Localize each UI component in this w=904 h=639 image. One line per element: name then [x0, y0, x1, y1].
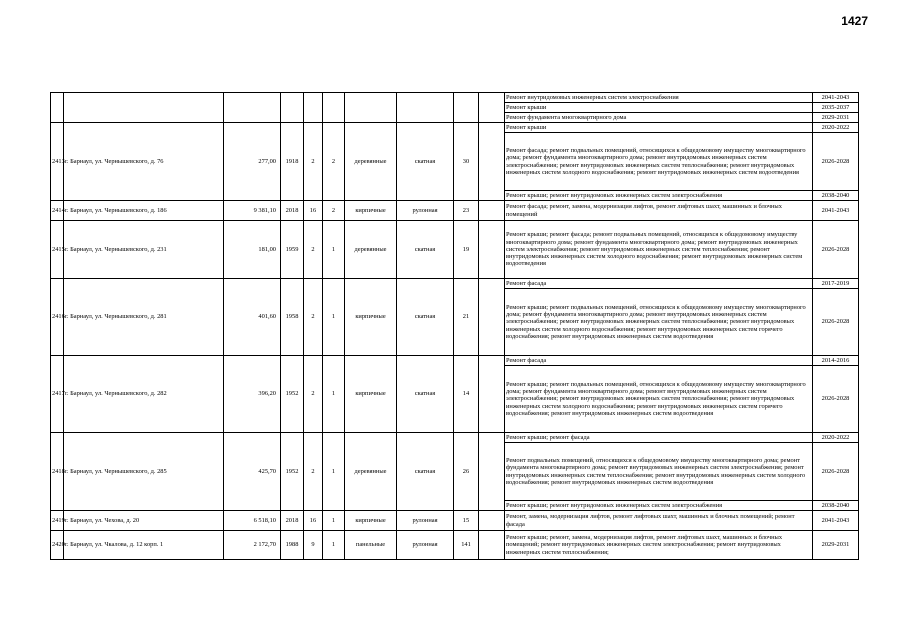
work-description-cell: Ремонт фасада; ремонт подвальных помещений, относящихся к общедомовому имуществу многоквартирного дома; ремонт фундамента многоквартирного дома; ремонт внутридомовых инженерных систем электроснабжения; ремонт внутридомовых инженерных систем теплоснабжения; ремонт внутридомовых инженерных систем холодного водоснабжения; ремонт внутридомовых инженерных систем водоотведения — [505, 133, 813, 191]
floors-cell: 9 — [304, 531, 323, 560]
empty-cell — [479, 201, 505, 221]
work-description-cell: Ремонт фундамента многоквартирного дома — [505, 113, 813, 123]
work-period-cell: 2026-2028 — [813, 366, 859, 433]
work-period-cell: 2026-2028 — [813, 443, 859, 501]
total-area-cell: 2 172,70 — [224, 531, 281, 560]
work-description-cell: Ремонт внутридомовых инженерных систем электроснабжения — [505, 93, 813, 103]
empty-cell — [479, 279, 505, 356]
roof-type-cell: скатная — [397, 279, 454, 356]
work-period-cell: 2020-2022 — [813, 123, 859, 133]
address-cell: г. Барнаул, ул. Чернышевского, д. 231 — [64, 221, 224, 279]
work-description-cell: Ремонт крыши — [505, 103, 813, 113]
roof-type-cell: скатная — [397, 221, 454, 279]
work-period-cell: 2038-2040 — [813, 501, 859, 511]
wall-material-cell: деревянные — [345, 123, 397, 201]
house-number-cell: 2417 — [51, 356, 64, 433]
apartments-cell: 23 — [454, 201, 479, 221]
build-year-cell: 1959 — [281, 221, 304, 279]
wall-material-cell: кирпичные — [345, 356, 397, 433]
entrances-cell: 1 — [323, 221, 345, 279]
wall-material-cell: кирпичные — [345, 201, 397, 221]
floors-cell: 2 — [304, 433, 323, 511]
work-description-cell: Ремонт крыши; ремонт фасада — [505, 433, 813, 443]
table-row — [51, 93, 859, 103]
entrances-cell: 1 — [323, 531, 345, 560]
housing-register-table — [50, 92, 859, 560]
apartments-cell: 14 — [454, 356, 479, 433]
work-description-cell: Ремонт крыши; ремонт фасада; ремонт подвальных помещений, относящихся к общедомовому имуществу многоквартирного дома; ремонт фундамента многоквартирного дома; ремонт внутридомовых инженерных систем электроснабжения; ремонт внутридомовых инженерных систем теплоснабжения; ремонт внутридомовых инженерных систем холодного водоснабжения; ремонт внутридомовых инженерных систем водоотведения — [505, 221, 813, 279]
total-area-cell: 396,20 — [224, 356, 281, 433]
address-cell: г. Барнаул, ул. Чкалова, д. 12 корп. 1 — [64, 531, 224, 560]
apartments-cell: 26 — [454, 433, 479, 511]
floors-cell: 2 — [304, 279, 323, 356]
apartments-cell — [454, 93, 479, 123]
roof-type-cell: скатная — [397, 356, 454, 433]
work-period-cell: 2020-2022 — [813, 433, 859, 443]
total-area-cell — [224, 93, 281, 123]
address-cell: г. Барнаул, ул. Чехова, д. 20 — [64, 511, 224, 531]
empty-cell — [479, 221, 505, 279]
roof-type-cell: рулонная — [397, 201, 454, 221]
work-period-cell: 2017-2019 — [813, 279, 859, 289]
floors-cell: 16 — [304, 511, 323, 531]
work-description-cell: Ремонт фасада — [505, 279, 813, 289]
build-year-cell: 1958 — [281, 279, 304, 356]
address-cell: г. Барнаул, ул. Чернышевского, д. 285 — [64, 433, 224, 511]
table-row — [51, 123, 859, 133]
address-cell: г. Барнаул, ул. Чернышевского, д. 186 — [64, 201, 224, 221]
empty-cell — [479, 433, 505, 511]
address-cell: г. Барнаул, ул. Чернышевского, д. 281 — [64, 279, 224, 356]
wall-material-cell — [345, 93, 397, 123]
build-year-cell — [281, 93, 304, 123]
empty-cell — [479, 511, 505, 531]
build-year-cell: 1952 — [281, 433, 304, 511]
work-description-cell: Ремонт крыши — [505, 123, 813, 133]
roof-type-cell: рулонная — [397, 531, 454, 560]
entrances-cell: 1 — [323, 433, 345, 511]
work-period-cell: 2014-2016 — [813, 356, 859, 366]
work-period-cell: 2026-2028 — [813, 221, 859, 279]
house-number-cell: 2419 — [51, 511, 64, 531]
total-area-cell: 401,60 — [224, 279, 281, 356]
house-number-cell: 2415 — [51, 221, 64, 279]
empty-cell — [479, 123, 505, 201]
floors-cell: 2 — [304, 123, 323, 201]
address-cell: г. Барнаул, ул. Чернышевского, д. 282 — [64, 356, 224, 433]
wall-material-cell: панельные — [345, 531, 397, 560]
total-area-cell: 181,00 — [224, 221, 281, 279]
total-area-cell: 9 381,10 — [224, 201, 281, 221]
work-description-cell: Ремонт, замена, модернизация лифтов, ремонт лифтовых шахт, машинных и блочных помещений; ремонт фасада — [505, 511, 813, 531]
floors-cell: 2 — [304, 356, 323, 433]
entrances-cell: 1 — [323, 279, 345, 356]
apartments-cell: 15 — [454, 511, 479, 531]
house-number-cell: 2416 — [51, 279, 64, 356]
entrances-cell — [323, 93, 345, 123]
work-period-cell: 2041-2043 — [813, 93, 859, 103]
address-cell: г. Барнаул, ул. Чернышевского, д. 76 — [64, 123, 224, 201]
total-area-cell: 425,70 — [224, 433, 281, 511]
apartments-cell: 21 — [454, 279, 479, 356]
roof-type-cell — [397, 93, 454, 123]
build-year-cell: 2018 — [281, 201, 304, 221]
work-period-cell: 2035-2037 — [813, 103, 859, 113]
build-year-cell: 1918 — [281, 123, 304, 201]
work-period-cell: 2038-2040 — [813, 191, 859, 201]
roof-type-cell: скатная — [397, 433, 454, 511]
roof-type-cell: скатная — [397, 123, 454, 201]
work-description-cell: Ремонт крыши; ремонт подвальных помещений, относящихся к общедомовому имуществу многоквартирного дома; ремонт фундамента многоквартирного дома; ремонт внутридомовых инженерных систем электроснабжения; ремонт внутридомовых инженерных систем теплоснабжения; ремонт внутридомовых инженерных систем холодного водоснабжения; ремонт внутридомовых инженерных систем горячего водоснабжения; ремонт внутридомовых инженерных систем водоотведения — [505, 366, 813, 433]
work-period-cell: 2026-2028 — [813, 289, 859, 356]
work-period-cell: 2026-2028 — [813, 133, 859, 191]
total-area-cell: 277,00 — [224, 123, 281, 201]
work-description-cell: Ремонт крыши; ремонт внутридомовых инженерных систем электроснабжения — [505, 501, 813, 511]
house-number-cell: 2414 — [51, 201, 64, 221]
wall-material-cell: кирпичные — [345, 279, 397, 356]
entrances-cell: 2 — [323, 201, 345, 221]
table-row — [51, 201, 859, 221]
build-year-cell: 2018 — [281, 511, 304, 531]
house-number-cell: 2420 — [51, 531, 64, 560]
build-year-cell: 1988 — [281, 531, 304, 560]
work-description-cell: Ремонт фасада — [505, 356, 813, 366]
page-number: 1427 — [841, 14, 868, 28]
work-description-cell: Ремонт крыши; ремонт подвальных помещений, относящихся к общедомовому имуществу многоквартирного дома; ремонт фундамента многоквартирного дома; ремонт внутридомовых инженерных систем электроснабжения; ремонт внутридомовых инженерных систем теплоснабжения; ремонт внутридомовых инженерных систем холодного водоснабжения; ремонт внутридомовых инженерных систем горячего водоснабжения; ремонт внутридомовых инженерных систем водоотведения — [505, 289, 813, 356]
table-row — [51, 511, 859, 531]
apartments-cell: 19 — [454, 221, 479, 279]
entrances-cell: 1 — [323, 511, 345, 531]
house-number-cell: 2413 — [51, 123, 64, 201]
table-body — [51, 93, 859, 560]
work-period-cell: 2041-2043 — [813, 511, 859, 531]
empty-cell — [479, 531, 505, 560]
entrances-cell: 2 — [323, 123, 345, 201]
table-row — [51, 356, 859, 366]
work-description-cell: Ремонт подвальных помещений, относящихся к общедомовому имуществу многоквартирного дома; ремонт фундамента многоквартирного дома; ремонт внутридомовых инженерных систем электроснабжения; ремонт внутридомовых инженерных систем теплоснабжения; ремонт внутридомовых инженерных систем холодного водоснабжения; ремонт внутридомовых инженерных систем водоотведения — [505, 443, 813, 501]
floors-cell: 2 — [304, 221, 323, 279]
wall-material-cell: деревянные — [345, 221, 397, 279]
empty-cell — [479, 93, 505, 123]
table-row — [51, 433, 859, 443]
work-period-cell: 2029-2031 — [813, 531, 859, 560]
work-period-cell: 2029-2031 — [813, 113, 859, 123]
roof-type-cell: рулонная — [397, 511, 454, 531]
apartments-cell: 141 — [454, 531, 479, 560]
table-row — [51, 531, 859, 560]
work-description-cell: Ремонт крыши; ремонт внутридомовых инженерных систем электроснабжения — [505, 191, 813, 201]
floors-cell — [304, 93, 323, 123]
address-cell — [64, 93, 224, 123]
entrances-cell: 1 — [323, 356, 345, 433]
build-year-cell: 1952 — [281, 356, 304, 433]
empty-cell — [479, 356, 505, 433]
table-row — [51, 279, 859, 289]
house-number-cell — [51, 93, 64, 123]
apartments-cell: 30 — [454, 123, 479, 201]
wall-material-cell: кирпичные — [345, 511, 397, 531]
house-number-cell: 2418 — [51, 433, 64, 511]
total-area-cell: 6 518,10 — [224, 511, 281, 531]
wall-material-cell: деревянные — [345, 433, 397, 511]
work-period-cell: 2041-2043 — [813, 201, 859, 221]
work-description-cell: Ремонт крыши; ремонт, замена, модернизация лифтов, ремонт лифтовых шахт, машинных и блочных помещений; ремонт внутридомовых инженерных систем электроснабжения; ремонт внутридомовых инженерных систем теплоснабжения; — [505, 531, 813, 560]
floors-cell: 16 — [304, 201, 323, 221]
table-row — [51, 221, 859, 279]
work-description-cell: Ремонт фасада; ремонт, замена, модернизация лифтов, ремонт лифтовых шахт, машинных и блочных помещений — [505, 201, 813, 221]
